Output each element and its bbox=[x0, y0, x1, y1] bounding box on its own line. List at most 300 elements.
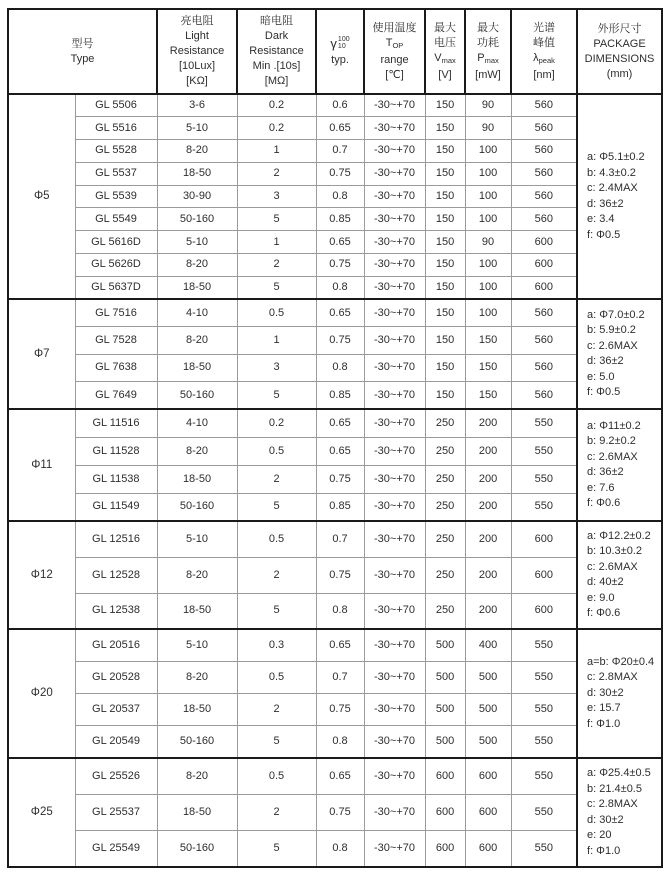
light-resistance-cell: 18-50 bbox=[157, 354, 237, 382]
vmax-cell: 250 bbox=[425, 409, 465, 437]
table-row bbox=[8, 208, 662, 231]
model-cell: GL 11549 bbox=[75, 493, 157, 521]
model-cell: GL 25526 bbox=[75, 758, 157, 794]
gamma-cell: 0.75 bbox=[316, 557, 364, 593]
model-cell: GL 20549 bbox=[75, 726, 157, 758]
model-cell: GL 5528 bbox=[75, 140, 157, 163]
pmax-cell: 600 bbox=[465, 831, 511, 867]
temp-range-cell: -30~+70 bbox=[364, 629, 425, 661]
col-header-light-resistance: 亮电阻 Light Resistance [10Lux] [KΩ] bbox=[157, 9, 237, 94]
dark-resistance-cell: 5 bbox=[237, 382, 316, 410]
pmax-cell: 200 bbox=[465, 409, 511, 437]
vmax-cell: 150 bbox=[425, 117, 465, 140]
dimension-line: d: 36±2 bbox=[587, 466, 624, 479]
dimension-line: d: 30±2 bbox=[587, 813, 624, 826]
dimension-line: a: Φ12.2±0.2 bbox=[587, 529, 651, 542]
dark-resistance-cell: 1 bbox=[237, 327, 316, 355]
dimension-line: a: Φ11±0.2 bbox=[587, 419, 641, 432]
lambda-peak-cell: 600 bbox=[511, 231, 577, 254]
pmax-cell: 100 bbox=[465, 208, 511, 231]
table-row bbox=[8, 661, 662, 693]
light-resistance-cell: 18-50 bbox=[157, 593, 237, 629]
dark-resistance-cell: 5 bbox=[237, 276, 316, 299]
table-row bbox=[8, 409, 662, 437]
dark-resistance-cell: 5 bbox=[237, 593, 316, 629]
temp-range-cell: -30~+70 bbox=[364, 354, 425, 382]
pmax-cell: 500 bbox=[465, 661, 511, 693]
pmax-cell: 90 bbox=[465, 94, 511, 117]
lambda-peak-cell: 560 bbox=[511, 382, 577, 410]
light-resistance-cell: 8-20 bbox=[157, 758, 237, 794]
datasheet-page bbox=[7, 8, 663, 868]
model-cell: GL 11528 bbox=[75, 437, 157, 465]
temp-range-cell: -30~+70 bbox=[364, 794, 425, 830]
vmax-cell: 600 bbox=[425, 794, 465, 830]
table-row bbox=[8, 493, 662, 521]
dimension-line: b: 21.4±0.5 bbox=[587, 782, 642, 795]
gamma-cell: 0.7 bbox=[316, 140, 364, 163]
light-resistance-cell: 50-160 bbox=[157, 493, 237, 521]
light-resistance-cell: 18-50 bbox=[157, 162, 237, 185]
table-header bbox=[8, 9, 662, 94]
dark-resistance-cell: 0.3 bbox=[237, 629, 316, 661]
dimension-line: e: 9.0 bbox=[587, 591, 615, 604]
vmax-cell: 150 bbox=[425, 299, 465, 327]
pmax-cell: 100 bbox=[465, 276, 511, 299]
light-resistance-cell: 18-50 bbox=[157, 465, 237, 493]
table-row bbox=[8, 162, 662, 185]
dark-resistance-cell: 0.5 bbox=[237, 437, 316, 465]
dimension-line: e: 5.0 bbox=[587, 370, 615, 383]
table-row bbox=[8, 521, 662, 557]
dark-resistance-cell: 2 bbox=[237, 162, 316, 185]
pmax-cell: 100 bbox=[465, 185, 511, 208]
gamma-cell: 0.75 bbox=[316, 794, 364, 830]
table-row bbox=[8, 831, 662, 867]
temp-range-cell: -30~+70 bbox=[364, 831, 425, 867]
col-header-vmax: 最大 电压 $V_{max}$ [V] bbox=[425, 9, 465, 94]
model-cell: GL 11516 bbox=[75, 409, 157, 437]
dimensions-cell bbox=[577, 521, 662, 629]
dark-resistance-cell: 0.2 bbox=[237, 409, 316, 437]
light-resistance-cell: 30-90 bbox=[157, 185, 237, 208]
table-row bbox=[8, 140, 662, 163]
lambda-peak-cell: 550 bbox=[511, 661, 577, 693]
dimensions-cell bbox=[577, 94, 662, 299]
dark-resistance-cell: 5 bbox=[237, 493, 316, 521]
dimension-line: d: 30±2 bbox=[587, 686, 624, 699]
dark-resistance-cell: 0.5 bbox=[237, 661, 316, 693]
light-resistance-cell: 3-6 bbox=[157, 94, 237, 117]
lambda-peak-cell: 560 bbox=[511, 140, 577, 163]
dimension-line: f: Φ1.0 bbox=[587, 844, 621, 857]
vmax-cell: 500 bbox=[425, 629, 465, 661]
light-resistance-cell: 5-10 bbox=[157, 629, 237, 661]
vmax-cell: 500 bbox=[425, 726, 465, 758]
dimension-line: d: 36±2 bbox=[587, 197, 624, 210]
gamma-cell: 0.7 bbox=[316, 661, 364, 693]
lambda-peak-cell: 550 bbox=[511, 794, 577, 830]
vmax-cell: 600 bbox=[425, 758, 465, 794]
vmax-cell: 150 bbox=[425, 94, 465, 117]
header-row bbox=[8, 9, 662, 94]
vmax-cell: 250 bbox=[425, 465, 465, 493]
dimension-line: f: Φ0.6 bbox=[587, 497, 621, 510]
pmax-cell: 200 bbox=[465, 493, 511, 521]
pmax-cell: 600 bbox=[465, 758, 511, 794]
gamma-cell: 0.75 bbox=[316, 465, 364, 493]
model-cell: GL 7649 bbox=[75, 382, 157, 410]
lambda-peak-cell: 600 bbox=[511, 521, 577, 557]
col-header-lambda-peak: 光谱 峰值 $\lambda_{peak}$ [nm] bbox=[511, 9, 577, 94]
gamma-cell: 0.65 bbox=[316, 758, 364, 794]
header-type-zh: 型号 bbox=[71, 37, 94, 50]
table-row bbox=[8, 382, 662, 410]
header-type-en: Type bbox=[70, 52, 95, 65]
vmax-cell: 250 bbox=[425, 437, 465, 465]
vmax-cell: 150 bbox=[425, 382, 465, 410]
model-cell: GL 5539 bbox=[75, 185, 157, 208]
vmax-cell: 250 bbox=[425, 557, 465, 593]
vmax-cell: 250 bbox=[425, 493, 465, 521]
gamma-cell: 0.8 bbox=[316, 831, 364, 867]
dark-resistance-cell: 0.5 bbox=[237, 521, 316, 557]
table-row bbox=[8, 758, 662, 794]
gamma-cell: 0.6 bbox=[316, 94, 364, 117]
table-row bbox=[8, 231, 662, 254]
lambda-peak-cell: 560 bbox=[511, 354, 577, 382]
lambda-peak-cell: 550 bbox=[511, 831, 577, 867]
group-label-cell: Φ25 bbox=[8, 758, 75, 867]
temp-range-cell: -30~+70 bbox=[364, 208, 425, 231]
group-label-cell: Φ12 bbox=[8, 521, 75, 629]
lambda-peak-cell: 550 bbox=[511, 694, 577, 726]
temp-range-cell: -30~+70 bbox=[364, 465, 425, 493]
temp-range-cell: -30~+70 bbox=[364, 276, 425, 299]
light-resistance-cell: 5-10 bbox=[157, 521, 237, 557]
model-cell: GL 5516 bbox=[75, 117, 157, 140]
table-row bbox=[8, 726, 662, 758]
dimension-line: a=b: Φ20±0.4 bbox=[587, 655, 655, 668]
col-header-pmax: 最大 功耗 $P_{max}$ [mW] bbox=[465, 9, 511, 94]
temp-range-cell: -30~+70 bbox=[364, 661, 425, 693]
gamma-cell: 0.7 bbox=[316, 521, 364, 557]
light-resistance-cell: 50-160 bbox=[157, 726, 237, 758]
light-resistance-cell: 18-50 bbox=[157, 276, 237, 299]
gamma-cell: 0.8 bbox=[316, 185, 364, 208]
vmax-cell: 150 bbox=[425, 208, 465, 231]
vmax-cell: 150 bbox=[425, 231, 465, 254]
lambda-peak-cell: 560 bbox=[511, 117, 577, 140]
dimensions-cell bbox=[577, 299, 662, 409]
vmax-cell: 150 bbox=[425, 327, 465, 355]
lambda-peak-cell: 600 bbox=[511, 593, 577, 629]
pmax-cell: 500 bbox=[465, 694, 511, 726]
dimension-line: e: 15.7 bbox=[587, 702, 621, 715]
temp-range-cell: -30~+70 bbox=[364, 299, 425, 327]
group-label-cell: Φ7 bbox=[8, 299, 75, 409]
col-header-gamma: γ 100 10 typ. bbox=[316, 9, 364, 94]
temp-range-cell: -30~+70 bbox=[364, 162, 425, 185]
model-cell: GL 12516 bbox=[75, 521, 157, 557]
dimension-line: f: Φ0.6 bbox=[587, 607, 621, 620]
dimension-line: f: Φ0.5 bbox=[587, 386, 621, 399]
model-cell: GL 7516 bbox=[75, 299, 157, 327]
model-cell: GL 11538 bbox=[75, 465, 157, 493]
dark-resistance-cell: 0.5 bbox=[237, 758, 316, 794]
dark-resistance-cell: 3 bbox=[237, 185, 316, 208]
dark-resistance-cell: 5 bbox=[237, 726, 316, 758]
model-cell: GL 7528 bbox=[75, 327, 157, 355]
lambda-peak-cell: 600 bbox=[511, 254, 577, 277]
dark-resistance-cell: 1 bbox=[237, 231, 316, 254]
vmax-cell: 600 bbox=[425, 831, 465, 867]
light-resistance-cell: 8-20 bbox=[157, 327, 237, 355]
vmax-cell: 250 bbox=[425, 593, 465, 629]
light-resistance-cell: 8-20 bbox=[157, 140, 237, 163]
pmax-cell: 200 bbox=[465, 437, 511, 465]
model-cell: GL 12528 bbox=[75, 557, 157, 593]
temp-range-cell: -30~+70 bbox=[364, 593, 425, 629]
temp-range-cell: -30~+70 bbox=[364, 117, 425, 140]
gamma-cell: 0.85 bbox=[316, 493, 364, 521]
lambda-peak-cell: 600 bbox=[511, 557, 577, 593]
pmax-cell: 400 bbox=[465, 629, 511, 661]
dimension-line: e: 3.4 bbox=[587, 213, 615, 226]
gamma-cell: 0.75 bbox=[316, 327, 364, 355]
pmax-cell: 90 bbox=[465, 117, 511, 140]
dimension-line: b: 9.2±0.2 bbox=[587, 435, 636, 448]
dimension-line: d: 36±2 bbox=[587, 355, 624, 368]
vmax-cell: 150 bbox=[425, 140, 465, 163]
lambda-peak-cell: 550 bbox=[511, 465, 577, 493]
dimension-line: a: Φ7.0±0.2 bbox=[587, 308, 645, 321]
model-cell: GL 25537 bbox=[75, 794, 157, 830]
pmax-cell: 200 bbox=[465, 465, 511, 493]
dimensions-cell bbox=[577, 758, 662, 867]
temp-range-cell: -30~+70 bbox=[364, 140, 425, 163]
table-row bbox=[8, 593, 662, 629]
model-cell: GL 20528 bbox=[75, 661, 157, 693]
table-row bbox=[8, 437, 662, 465]
vmax-cell: 250 bbox=[425, 521, 465, 557]
col-header-package-dimensions: 外形尺寸 PACKAGE DIMENSIONS (mm) bbox=[577, 9, 662, 94]
model-cell: GL 20516 bbox=[75, 629, 157, 661]
dark-resistance-cell: 0.5 bbox=[237, 299, 316, 327]
lambda-peak-cell: 560 bbox=[511, 208, 577, 231]
dimension-line: c: 2.8MAX bbox=[587, 798, 638, 811]
temp-range-cell: -30~+70 bbox=[364, 493, 425, 521]
lambda-peak-cell: 550 bbox=[511, 726, 577, 758]
lambda-peak-cell: 550 bbox=[511, 409, 577, 437]
lambda-peak-cell: 560 bbox=[511, 94, 577, 117]
model-cell: GL 12538 bbox=[75, 593, 157, 629]
light-resistance-cell: 4-10 bbox=[157, 409, 237, 437]
model-cell: GL 5616D bbox=[75, 231, 157, 254]
dark-resistance-cell: 1 bbox=[237, 140, 316, 163]
table-row bbox=[8, 254, 662, 277]
temp-range-cell: -30~+70 bbox=[364, 694, 425, 726]
vmax-cell: 150 bbox=[425, 162, 465, 185]
dimension-line: a: Φ25.4±0.5 bbox=[587, 767, 651, 780]
lambda-peak-cell: 560 bbox=[511, 185, 577, 208]
lambda-peak-cell: 550 bbox=[511, 493, 577, 521]
dark-resistance-cell: 2 bbox=[237, 254, 316, 277]
temp-range-cell: -30~+70 bbox=[364, 437, 425, 465]
pmax-cell: 150 bbox=[465, 354, 511, 382]
table-row bbox=[8, 327, 662, 355]
lambda-peak-cell: 550 bbox=[511, 629, 577, 661]
vmax-cell: 150 bbox=[425, 276, 465, 299]
pmax-cell: 150 bbox=[465, 327, 511, 355]
model-cell: GL 7638 bbox=[75, 354, 157, 382]
table-row bbox=[8, 117, 662, 140]
light-resistance-cell: 8-20 bbox=[157, 437, 237, 465]
gamma-cell: 0.8 bbox=[316, 276, 364, 299]
temp-range-cell: -30~+70 bbox=[364, 726, 425, 758]
temp-range-cell: -30~+70 bbox=[364, 254, 425, 277]
gamma-cell: 0.85 bbox=[316, 208, 364, 231]
vmax-cell: 500 bbox=[425, 661, 465, 693]
pmax-cell: 100 bbox=[465, 162, 511, 185]
light-resistance-cell: 5-10 bbox=[157, 117, 237, 140]
vmax-cell: 150 bbox=[425, 185, 465, 208]
dimension-line: a: Φ5.1±0.2 bbox=[587, 151, 645, 164]
pmax-cell: 600 bbox=[465, 794, 511, 830]
gamma-symbol: γ 100 10 bbox=[330, 35, 350, 51]
dimension-line: c: 2.8MAX bbox=[587, 671, 638, 684]
col-header-type bbox=[8, 9, 157, 94]
dark-resistance-cell: 2 bbox=[237, 557, 316, 593]
light-resistance-cell: 5-10 bbox=[157, 231, 237, 254]
dark-resistance-cell: 0.2 bbox=[237, 94, 316, 117]
pmax-cell: 100 bbox=[465, 140, 511, 163]
lambda-peak-cell: 560 bbox=[511, 162, 577, 185]
table-row bbox=[8, 185, 662, 208]
table-row bbox=[8, 794, 662, 830]
dark-resistance-cell: 5 bbox=[237, 831, 316, 867]
dimension-line: f: Φ0.5 bbox=[587, 228, 621, 241]
lambda-peak-cell: 560 bbox=[511, 327, 577, 355]
table-row bbox=[8, 465, 662, 493]
table-row bbox=[8, 354, 662, 382]
gamma-cell: 0.65 bbox=[316, 299, 364, 327]
dimension-line: d: 40±2 bbox=[587, 576, 624, 589]
dimension-line: c: 2.6MAX bbox=[587, 560, 638, 573]
gamma-cell: 0.75 bbox=[316, 254, 364, 277]
dark-resistance-cell: 3 bbox=[237, 354, 316, 382]
temp-range-cell: -30~+70 bbox=[364, 185, 425, 208]
light-resistance-cell: 8-20 bbox=[157, 661, 237, 693]
group-label-cell: Φ5 bbox=[8, 94, 75, 299]
gamma-cell: 0.75 bbox=[316, 694, 364, 726]
pmax-cell: 500 bbox=[465, 726, 511, 758]
dimension-line: e: 7.6 bbox=[587, 481, 615, 494]
model-cell: GL 5626D bbox=[75, 254, 157, 277]
light-resistance-cell: 4-10 bbox=[157, 299, 237, 327]
pmax-cell: 100 bbox=[465, 254, 511, 277]
model-cell: GL 25549 bbox=[75, 831, 157, 867]
temp-range-cell: -30~+70 bbox=[364, 758, 425, 794]
gamma-cell: 0.65 bbox=[316, 437, 364, 465]
temp-range-cell: -30~+70 bbox=[364, 382, 425, 410]
dimension-line: c: 2.4MAX bbox=[587, 182, 638, 195]
dimensions-cell bbox=[577, 629, 662, 758]
gamma-cell: 0.75 bbox=[316, 162, 364, 185]
temp-range-cell: -30~+70 bbox=[364, 557, 425, 593]
vmax-cell: 150 bbox=[425, 354, 465, 382]
table-row bbox=[8, 276, 662, 299]
light-resistance-cell: 8-20 bbox=[157, 254, 237, 277]
model-cell: GL 5506 bbox=[75, 94, 157, 117]
gamma-cell: 0.8 bbox=[316, 354, 364, 382]
dark-resistance-cell: 5 bbox=[237, 208, 316, 231]
model-cell: GL 5637D bbox=[75, 276, 157, 299]
gamma-cell: 0.65 bbox=[316, 117, 364, 140]
lambda-peak-cell: 550 bbox=[511, 437, 577, 465]
table-row bbox=[8, 629, 662, 661]
table-row bbox=[8, 557, 662, 593]
light-resistance-cell: 50-160 bbox=[157, 831, 237, 867]
light-resistance-cell: 50-160 bbox=[157, 382, 237, 410]
pmax-cell: 200 bbox=[465, 557, 511, 593]
group-label-cell: Φ20 bbox=[8, 629, 75, 758]
temp-range-cell: -30~+70 bbox=[364, 521, 425, 557]
model-cell: GL 20537 bbox=[75, 694, 157, 726]
pmax-cell: 200 bbox=[465, 521, 511, 557]
pmax-cell: 100 bbox=[465, 299, 511, 327]
dimension-line: b: 5.9±0.2 bbox=[587, 324, 636, 337]
lambda-peak-cell: 550 bbox=[511, 758, 577, 794]
gamma-cell: 0.85 bbox=[316, 382, 364, 410]
vmax-cell: 150 bbox=[425, 254, 465, 277]
temp-range-cell: -30~+70 bbox=[364, 327, 425, 355]
dimension-line: c: 2.6MAX bbox=[587, 450, 638, 463]
col-header-temp-range: 使用温度 $T_{OP}$ range [℃] bbox=[364, 9, 425, 94]
dimension-line: f: Φ1.0 bbox=[587, 717, 621, 730]
pmax-cell: 150 bbox=[465, 382, 511, 410]
dimensions-cell bbox=[577, 409, 662, 521]
temp-range-cell: -30~+70 bbox=[364, 94, 425, 117]
pmax-cell: 90 bbox=[465, 231, 511, 254]
dark-resistance-cell: 0.2 bbox=[237, 117, 316, 140]
dark-resistance-cell: 2 bbox=[237, 465, 316, 493]
spec-table bbox=[7, 8, 663, 868]
lambda-peak-cell: 560 bbox=[511, 299, 577, 327]
light-resistance-cell: 18-50 bbox=[157, 694, 237, 726]
vmax-cell: 500 bbox=[425, 694, 465, 726]
table-body bbox=[8, 94, 662, 867]
dimension-line: b: 4.3±0.2 bbox=[587, 166, 636, 179]
gamma-cell: 0.65 bbox=[316, 629, 364, 661]
col-header-dark-resistance: 暗电阻 Dark Resistance Min .[10s] [MΩ] bbox=[237, 9, 316, 94]
gamma-cell: 0.65 bbox=[316, 409, 364, 437]
temp-range-cell: -30~+70 bbox=[364, 409, 425, 437]
model-cell: GL 5537 bbox=[75, 162, 157, 185]
dimension-line: b: 10.3±0.2 bbox=[587, 545, 642, 558]
temp-range-cell: -30~+70 bbox=[364, 231, 425, 254]
model-cell: GL 5549 bbox=[75, 208, 157, 231]
dark-resistance-cell: 2 bbox=[237, 694, 316, 726]
dimension-line: c: 2.6MAX bbox=[587, 339, 638, 352]
dark-resistance-cell: 2 bbox=[237, 794, 316, 830]
lambda-peak-cell: 600 bbox=[511, 276, 577, 299]
light-resistance-cell: 18-50 bbox=[157, 794, 237, 830]
table-row bbox=[8, 299, 662, 327]
pmax-cell: 200 bbox=[465, 593, 511, 629]
light-resistance-cell: 50-160 bbox=[157, 208, 237, 231]
table-row bbox=[8, 694, 662, 726]
